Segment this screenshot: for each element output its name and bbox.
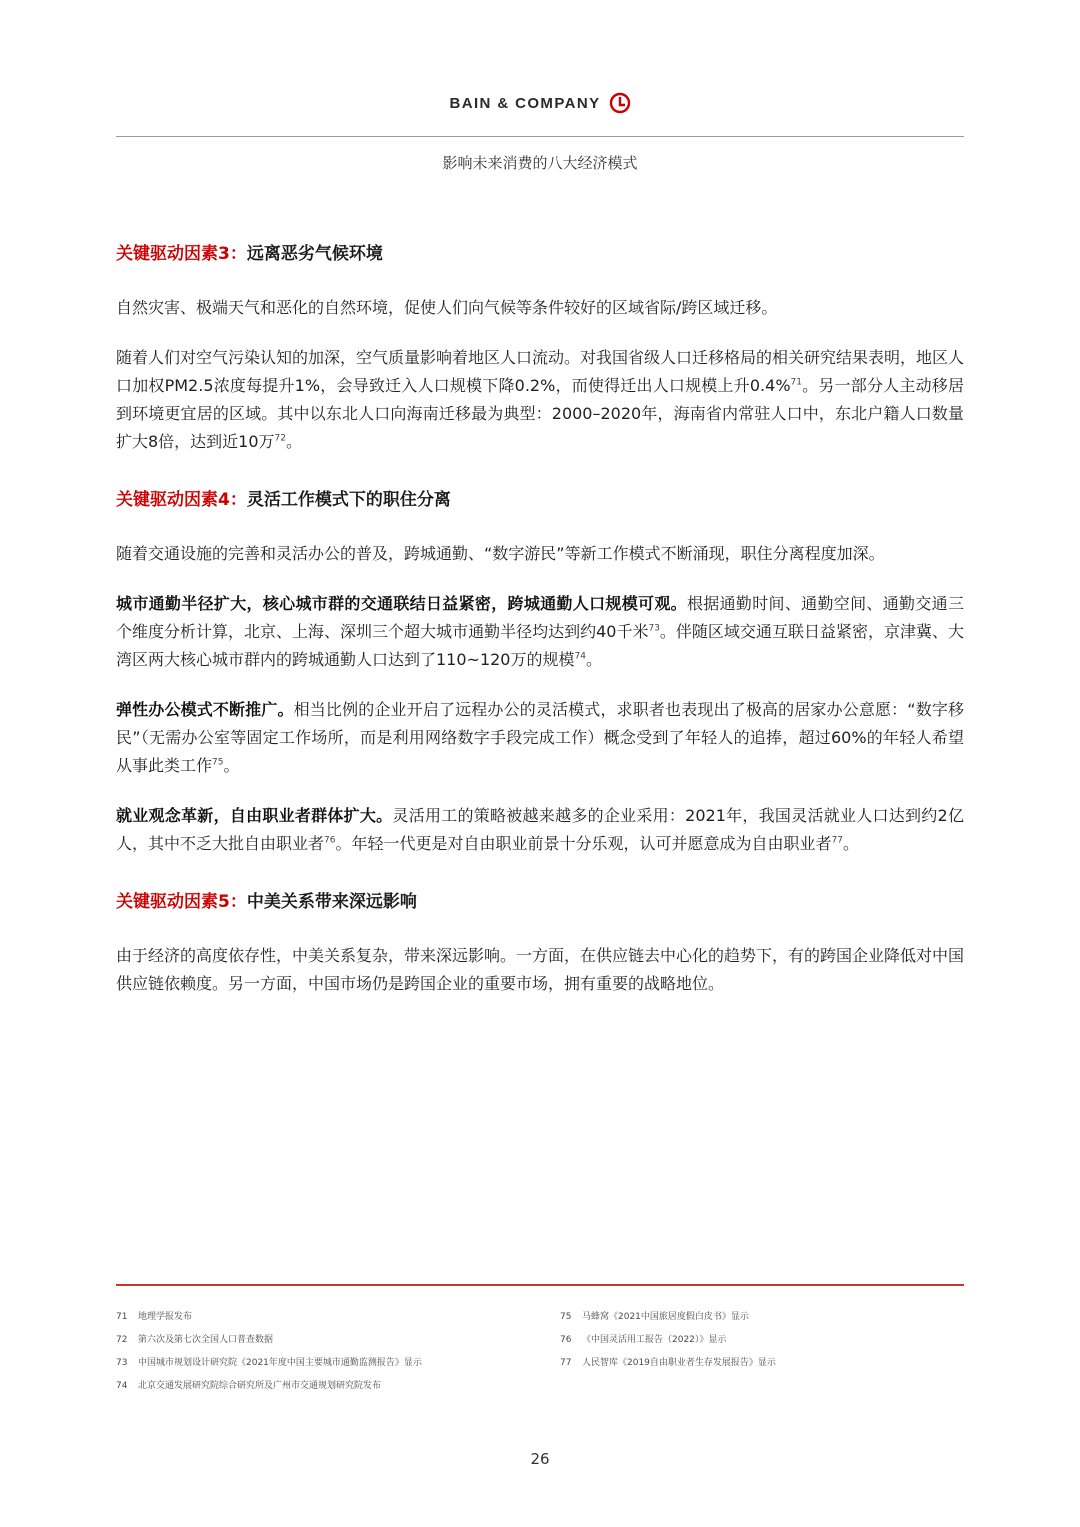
paragraph [116, 540, 964, 568]
footnote-item [116, 1375, 520, 1398]
section-heading-driver-3 [116, 240, 964, 268]
footnote-number: 74 [116, 1381, 128, 1391]
brand-name: BAIN & COMPANY [449, 94, 601, 112]
footnotes-right-column [560, 1306, 964, 1398]
heading-title: 灵活工作模式下的职住分离 [246, 490, 451, 510]
paragraph-text: 。年轻一代更是对自由职业前景十分乐观，认可并愿意成为自由职业者 [335, 834, 832, 853]
footnote-text: 《中国灵活用工报告（2022）》显示 [582, 1335, 727, 1345]
main-content [116, 240, 964, 1020]
paragraph-text: 随着交通设施的完善和灵活办公的普及，跨城通勤、“数字游民”等新工作模式不断涌现，职住分离程度加深。 [116, 544, 885, 563]
paragraph [116, 942, 964, 998]
footnote-item [116, 1329, 520, 1352]
footnote-text: 第六次及第七次全国人口普查数据 [138, 1335, 274, 1345]
paragraph-text: 灵活用工的策略被越来越多的企业采用：2021年，我国灵活就业人口达到约2亿人，其中不乏大批自由职业者 [116, 806, 964, 853]
footnote-text: 马蜂窝《2021中国旅居度假白皮书》显示 [582, 1312, 749, 1322]
footnote-ref: 73 [648, 623, 660, 634]
page-number: 26 [530, 1450, 550, 1468]
footnote-number: 72 [116, 1335, 128, 1345]
footnote-item [560, 1352, 964, 1375]
footnote-item [560, 1306, 964, 1329]
heading-title: 中美关系带来深远影响 [246, 892, 417, 912]
footnote-divider [116, 1284, 964, 1286]
footnote-number: 77 [560, 1358, 572, 1368]
footnote-ref: 71 [790, 377, 802, 388]
brand-logo [0, 92, 1080, 114]
footnotes [116, 1306, 964, 1398]
footnotes-left-column [116, 1306, 520, 1398]
heading-title: 远离恶劣气候环境 [246, 244, 383, 264]
footnote-ref: 77 [831, 835, 843, 846]
footnote-number: 76 [560, 1335, 572, 1345]
paragraph [116, 344, 964, 456]
paragraph [116, 696, 964, 780]
footnote-ref: 74 [574, 651, 586, 662]
paragraph-text: 。 [286, 432, 303, 451]
paragraph-lead-bold: 城市通勤半径扩大，核心城市群的交通联结日益紧密，跨城通勤人口规模可观。 [116, 594, 687, 613]
section-heading-driver-4 [116, 486, 964, 514]
document-title: 影响未来消费的八大经济模式 [442, 154, 638, 172]
footnote-number: 75 [560, 1312, 572, 1322]
paragraph [116, 802, 964, 858]
paragraph-text: 根据通勤时间、通勤空间、通勤交通三个维度分析计算，北京、上海、深圳三个超大城市通勤半径均达到约40千米 [116, 594, 964, 641]
footnote-item [560, 1329, 964, 1352]
heading-lead: 关键驱动因素3： [116, 244, 247, 264]
paragraph-text: 。 [842, 834, 859, 853]
paragraph-lead-bold: 就业观念革新，自由职业者群体扩大。 [116, 806, 393, 825]
footnote-text: 中国城市规划设计研究院《2021年度中国主要城市通勤监测报告》显示 [138, 1358, 422, 1368]
footnote-text: 北京交通发展研究院综合研究所及广州市交通规划研究院发布 [138, 1381, 382, 1391]
footnote-text: 地理学报发布 [138, 1312, 193, 1322]
paragraph-text: 自然灾害、极端天气和恶化的自然环境，促使人们向气候等条件较好的区域省际/跨区域迁移。 [116, 298, 778, 317]
footnote-number: 73 [116, 1358, 128, 1368]
section-heading-driver-5 [116, 888, 964, 916]
footnote-ref: 75 [212, 757, 224, 768]
paragraph-text: 。伴随区域交通互联日益紧密，京津冀、大湾区两大核心城市群内的跨城通勤人口达到了110~120万的规模 [116, 622, 964, 669]
paragraph [116, 590, 964, 674]
heading-lead: 关键驱动因素5： [116, 892, 247, 912]
footnote-text: 人民智库《2019自由职业者生存发展报告》显示 [582, 1358, 776, 1368]
paragraph-text: 。 [585, 650, 602, 669]
footnote-item [116, 1352, 520, 1375]
header-divider [116, 136, 964, 137]
paragraph-text: 。 [223, 756, 240, 775]
paragraph-text: 由于经济的高度依存性，中美关系复杂，带来深远影响。一方面，在供应链去中心化的趋势下，有的跨国企业降低对中国供应链依赖度。另一方面，中国市场仍是跨国企业的重要市场，拥有重要的战略地位。 [116, 946, 965, 993]
footnote-ref: 76 [324, 835, 336, 846]
bain-circle-logo-icon [609, 92, 631, 114]
paragraph [116, 294, 964, 322]
paragraph-lead-bold: 弹性办公模式不断推广。 [116, 700, 294, 719]
heading-lead: 关键驱动因素4： [116, 490, 247, 510]
paragraph-text: 。另一部分人主动移居到环境更宜居的区域。其中以东北人口向海南迁移最为典型：2000–2020年，海南省内常驻人口中，东北户籍人口数量扩大8倍，达到近10万 [116, 376, 964, 451]
footnote-ref: 72 [274, 433, 286, 444]
footnote-number: 71 [116, 1312, 128, 1322]
paragraph-text: 相当比例的企业开启了远程办公的灵活模式，求职者也表现出了极高的居家办公意愿：“数字移民”（无需办公室等固定工作场所，而是利用网络数字手段完成工作）概念受到了年轻人的追捧，超过60%的年轻人希望从事此类工作 [116, 700, 964, 775]
footnote-item [116, 1306, 520, 1329]
paragraph-text: 随着人们对空气污染认知的加深，空气质量影响着地区人口流动。对我国省级人口迁移格局的相关研究结果表明，地区人口加权PM2.5浓度每提升1%，会导致迁入人口规模下降0.2%，而使得迁出人口规模上升0.4% [116, 348, 965, 395]
